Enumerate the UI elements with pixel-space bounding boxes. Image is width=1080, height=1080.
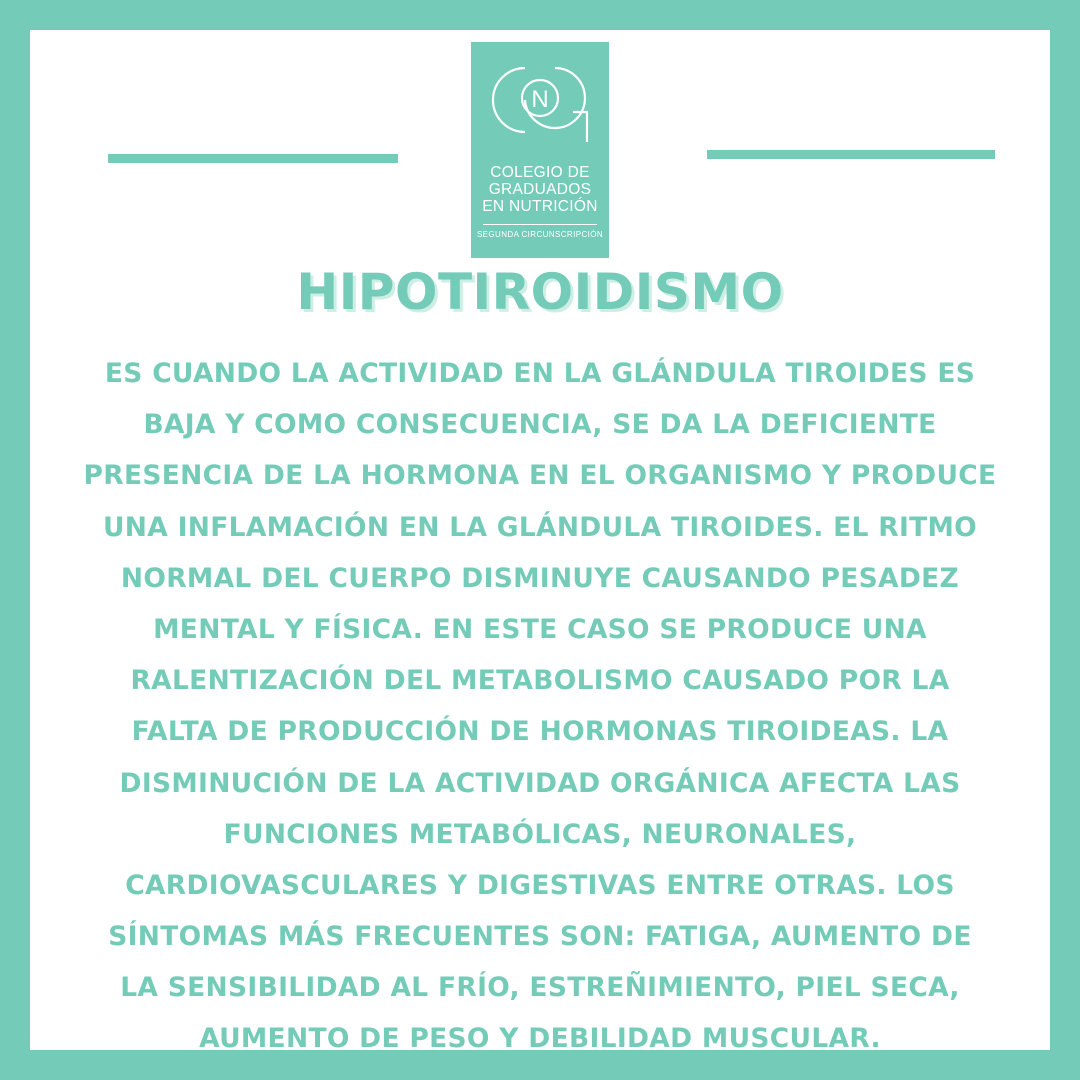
body-line: CARDIOVASCULARES Y DIGESTIVAS ENTRE OTRAS. LOS [125,869,955,901]
body-line: NORMAL DEL CUERPO DISMINUYE CAUSANDO PESADEZ [120,562,960,594]
body-line: FUNCIONES METABÓLICAS, NEURONALES, [223,818,857,850]
body-line: BAJA Y COMO CONSECUENCIA, SE DA LA DEFICIENTE [143,409,937,441]
body-line: MENTAL Y FÍSICA. EN ESTE CASO SE PRODUCE UNA [153,613,927,645]
cng-monogram-icon [481,50,599,150]
logo-subline: SEGUNDA CIRCUNSCRIPCIÓN [476,230,604,239]
body-line: FALTA DE PRODUCCIÓN DE HORMONAS TIROIDEAS. LA [131,716,949,748]
logo-letter-n: N [531,86,549,113]
content-card [30,30,1050,1055]
logo-line-colegio: COLEGIO DE [490,164,590,181]
decorative-rule-right [707,150,995,159]
body-paragraph [30,348,1050,1065]
body-line: LA SENSIBILIDAD AL FRÍO, ESTREÑIMIENTO, PIEL SECA, [120,972,960,1004]
body-line: RALENTIZACIÓN DEL METABOLISMO CAUSADO POR LA [130,665,950,697]
body-line: PRESENCIA DE LA HORMONA EN EL ORGANISMO Y PRODUCE [83,460,997,492]
body-line: UNA INFLAMACIÓN EN LA GLÁNDULA TIROIDES. EL RITMO [102,511,978,543]
body-line: SÍNTOMAS MÁS FRECUENTES SON: FATIGA, AUMENTO DE [108,921,972,953]
logo-line-graduados: GRADUADOS [488,181,592,198]
body-line: ES CUANDO LA ACTIVIDAD EN LA GLÁNDULA TIROIDES ES [104,358,976,389]
page-title: HIPOTIROIDISMO [296,263,784,321]
logo-divider [483,224,597,225]
organization-logo [471,42,609,258]
body-line: AUMENTO DE PESO Y DEBILIDAD MUSCULAR. [199,1023,881,1055]
body-line: DISMINUCIÓN DE LA ACTIVIDAD ORGÁNICA AFECTA LAS [119,767,961,799]
logo-line-nutricion: EN NUTRICIÓN [482,198,598,215]
decorative-rule-left [108,154,398,163]
